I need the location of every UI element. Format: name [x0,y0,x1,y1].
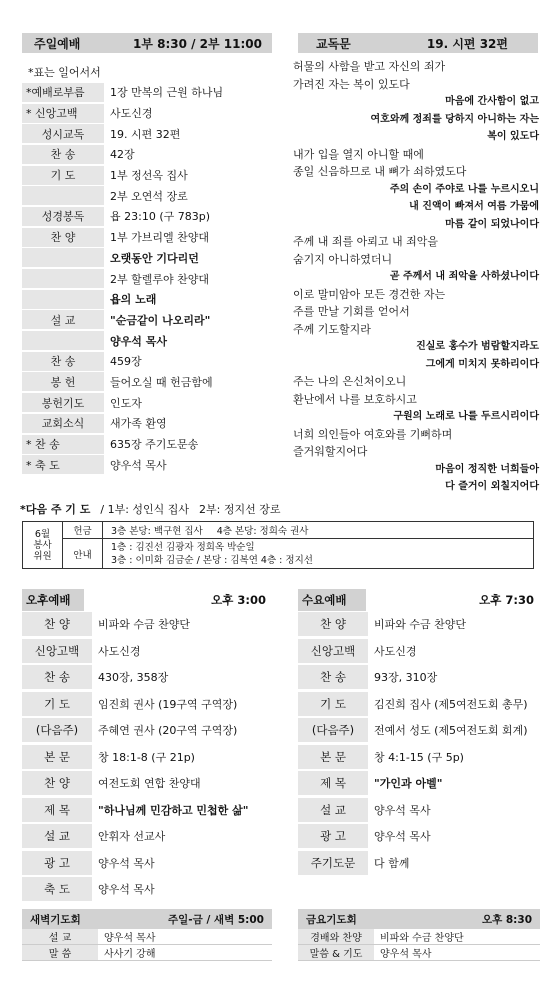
morning-row-value: 욥의 노래 [110,293,157,307]
wednesday-time: 오후 7:30 [479,593,534,607]
wednesday-row-value: 93장, 310장 [374,671,438,685]
morning-row-value: 459장 [110,355,142,369]
morning-row-label: 기 도 [22,166,104,185]
morning-rows [22,82,272,475]
dawn-row [22,929,272,945]
response-line: 다 즐거이 외칠지어다 [445,481,539,492]
morning-row-label: * 축 도 [22,455,104,474]
reading-header [298,33,538,53]
afternoon-row-label: 찬 양 [22,771,92,795]
friday-row-value: 비파와 수금 찬양단 [380,933,464,944]
morning-row-label [22,186,104,205]
response-line: 그에게 미치지 못하리이다 [425,358,539,370]
afternoon-row-label: 찬 송 [22,665,92,689]
dawn-row-label: 말 씀 [22,945,98,960]
morning-row-label: 찬 송 [22,145,104,164]
dawn-rows [22,929,272,961]
leader-line: 숨기지 아니하였더니 [293,252,393,266]
morning-row [22,413,272,434]
afternoon-row-value: 양우석 목사 [98,883,155,897]
afternoon-row-value: 비파와 수금 찬양단 [98,618,191,632]
wednesday-row-value: 김진희 집사 (제5여전도회 총무) [374,697,528,711]
guide-1: 1층 : 김진선 김광자 정희옥 박순일 [111,541,255,553]
afternoon-row [22,850,272,877]
morning-row-value: 인도자 [110,396,142,410]
afternoon-row-value: 창 18:1-8 (구 21p) [98,750,195,764]
morning-row-value: 욥 23:10 (구 783p) [110,210,211,224]
morning-row-label: 설 교 [22,310,104,329]
morning-row [22,351,272,372]
leader-line: 주는 나의 은신처이오니 [293,375,407,388]
offering-a: 3층 본당: 백구현 집사 [111,526,203,537]
afternoon-time: 오후 3:00 [211,593,266,607]
friday-row-value: 양우석 목사 [380,949,432,960]
leader-line: 이로 말미암아 모든 경건한 자는 [293,287,446,301]
leader-line: 가려진 자는 복이 있도다 [293,77,410,91]
afternoon-row-label: 축 도 [22,877,92,901]
afternoon-row-value: 여전도회 연합 찬양대 [98,777,201,791]
guide-cell [103,539,533,568]
morning-row [22,289,272,310]
afternoon-row-label: 기 도 [22,692,92,716]
morning-row [22,434,272,455]
friday-title: 금요기도회 [306,913,357,926]
morning-row [22,248,272,269]
afternoon-row [22,691,272,718]
friday-prayer [298,909,540,961]
wednesday-row-label: 주기도문 [298,851,368,875]
afternoon-row-label: 제 목 [22,798,92,822]
response-line: 마음에 간사함이 없고 [445,96,539,107]
wednesday-row-value: 전예서 성도 (제5여전도회 회계) [374,724,528,738]
morning-row [22,330,272,351]
response-line: 복이 있도다 [487,131,539,142]
next-week-prayer [20,501,281,517]
friday-row-label: 말씀 & 기도 [298,945,374,960]
wednesday-row-label: 기 도 [298,692,368,716]
morning-row-label: 봉 헌 [22,372,104,391]
morning-order [22,62,272,475]
wednesday-row-value: 창 4:1-15 (구 5p) [374,750,464,764]
morning-row [22,103,272,124]
leader-line: 즐거워할지어다 [293,445,368,458]
wednesday-row-label: 찬 양 [298,612,368,636]
next-prayer-first: / 1부: 성인식 집사 [100,503,190,516]
afternoon-row [22,770,272,797]
wednesday-row-label: 제 목 [298,771,368,795]
afternoon-row-value: "하나님께 민감하고 민첩한 삶" [98,803,249,817]
leader-line: 환난에서 나를 보호하시고 [293,392,417,406]
wednesday-service [298,589,540,876]
afternoon-row-value: 임진희 권사 (19구역 구역장) [98,697,238,711]
afternoon-row-value: 사도신경 [98,644,141,658]
wednesday-row [298,770,540,797]
wednesday-row [298,664,540,691]
morning-row-label [22,290,104,309]
response-line: 주의 손이 주야로 나를 누르시오니 [389,183,539,195]
dawn-row-value: 사사기 강해 [104,949,156,960]
friday-row [298,929,540,945]
morning-row-value: 2부 오연석 장로 [110,189,188,203]
dawn-row-value: 양우석 목사 [104,933,156,944]
afternoon-row-label: 설 교 [22,824,92,848]
afternoon-row-label: 광 고 [22,851,92,875]
reading-title: 교독문 [316,36,351,51]
morning-row-label [22,248,104,267]
leader-line: 주를 만날 기회를 얻어서 [293,305,410,318]
morning-row-value: 들어오실 때 헌금함에 [110,375,213,389]
duty-month-cell [23,522,63,568]
response-line: 곧 주께서 내 죄악을 사하셨나이다 [389,271,539,282]
response-line: 진실로 홍수가 범람할지라도 [416,341,539,352]
afternoon-row-value: 양우석 목사 [98,856,155,870]
morning-row-value: 양우석 목사 [110,334,167,348]
morning-row-label: * 찬 송 [22,435,104,454]
dawn-title: 새벽기도회 [30,913,81,926]
wednesday-row-label: 신앙고백 [298,639,368,663]
morning-row-label: 성경봉독 [22,207,104,226]
morning-row-label: 찬 양 [22,228,104,247]
dawn-time: 주일-금 / 새벽 5:00 [168,913,264,926]
response-line: 구원의 노래로 나를 두르시리이다 [393,411,539,422]
duty-role2: 위원 [33,550,52,562]
morning-row-value: 1부 정선옥 집사 [110,169,188,183]
afternoon-row [22,611,272,638]
psalm-reading [293,58,539,496]
wednesday-row [298,611,540,638]
friday-row [298,945,540,961]
leader-line: 주께 내 죄를 아뢰고 내 죄악을 [293,235,438,248]
morning-row [22,206,272,227]
wednesday-row-label: 찬 송 [298,665,368,689]
morning-row-label: 성시교독 [22,124,104,143]
guide-label: 안내 [63,539,103,568]
leader-line: 내가 입을 열지 아니할 때에 [293,147,424,161]
reading-ref: 19. 시편 32편 [426,36,508,51]
afternoon-row [22,876,272,903]
morning-row-label: *예배로부름 [22,83,104,102]
dawn-header [22,909,272,929]
morning-row [22,392,272,413]
friday-time: 오후 8:30 [481,913,532,926]
morning-row-label [22,331,104,350]
morning-row-value: 1장 만복의 근원 하나님 [110,86,224,100]
next-prayer-label: *다음 주 기 도 [20,503,91,516]
morning-row-label [22,269,104,288]
afternoon-row-value: 안휘자 선교사 [98,830,166,844]
wednesday-row-label: 본 문 [298,745,368,769]
wednesday-row-value: 양우석 목사 [374,830,431,844]
afternoon-row [22,664,272,691]
morning-row [22,185,272,206]
morning-row-value: 새가족 환영 [110,417,167,431]
response-line: 여호와께 정죄를 당하지 아니하는 자는 [370,113,539,125]
wednesday-row-value: 비파와 수금 찬양단 [374,618,467,632]
friday-row-label: 경배와 찬양 [298,929,374,944]
afternoon-row-label: (다음주) [22,718,92,742]
morning-row [22,82,272,103]
morning-row-value: "순금같이 나오리라" [110,313,211,327]
guide-2: 3층 : 이미화 김금순 / 본당 : 김복연 4층 : 정지선 [111,554,313,566]
dawn-row [22,945,272,961]
morning-row [22,454,272,475]
afternoon-row-value: 430장, 358장 [98,671,169,685]
next-prayer-second: 2부: 정지선 장로 [199,503,281,516]
morning-title: 주일예배 [34,36,81,51]
leader-line: 종일 신음하므로 내 뼈가 쇠하였도다 [293,165,467,178]
afternoon-title: 오후예배 [22,589,84,611]
friday-rows [298,929,540,961]
standing-note: *표는 일어서서 [28,66,101,79]
afternoon-row [22,823,272,850]
wednesday-row-value: 다 함께 [374,856,410,870]
afternoon-row [22,638,272,665]
wednesday-row [298,638,540,665]
morning-row [22,144,272,165]
morning-row [22,227,272,248]
wednesday-row-label: 설 교 [298,798,368,822]
wednesday-row [298,850,540,877]
morning-row-value: 2부 할렐루야 찬양대 [110,272,209,286]
afternoon-rows [22,611,272,903]
wednesday-row-value: "가인과 아벨" [374,777,443,791]
afternoon-row [22,717,272,744]
afternoon-header [22,589,272,611]
wednesday-row [298,797,540,824]
morning-row [22,123,272,144]
morning-row [22,165,272,186]
morning-row-label: 찬 송 [22,352,104,371]
afternoon-row-label: 신앙고백 [22,639,92,663]
morning-row-label: * 신앙고백 [22,104,104,123]
offering-cell [103,522,533,539]
leader-line: 너희 의인들아 여호와를 기뻐하며 [293,427,453,441]
afternoon-row-label: 찬 양 [22,612,92,636]
afternoon-row-label: 본 문 [22,745,92,769]
morning-row-value: 양우석 목사 [110,458,167,472]
morning-row [22,372,272,393]
offering-label: 헌금 [63,522,103,539]
dawn-row-label: 설 교 [22,929,98,944]
wednesday-title: 수요예배 [298,589,366,611]
morning-row-value: 오랫동안 기다리던 [110,251,199,265]
duty-table [22,521,534,569]
morning-header [22,33,272,53]
dawn-prayer [22,909,272,961]
afternoon-row-value: 주혜연 권사 (20구역 구역장) [98,724,238,738]
wednesday-row-label: (다음주) [298,718,368,742]
duty-role1: 봉사 [33,539,52,551]
afternoon-row [22,744,272,771]
morning-row-value: 1부 가브리엘 찬양대 [110,231,209,245]
morning-row [22,268,272,289]
morning-row-label: 봉헌기도 [22,393,104,412]
morning-row-label: 교회소식 [22,414,104,433]
wednesday-rows [298,611,540,876]
friday-header [298,909,540,929]
morning-row-value: 42장 [110,148,135,162]
leader-line: 주께 기도할지라 [293,322,371,336]
wednesday-row-value: 사도신경 [374,644,417,658]
wednesday-row-label: 광 고 [298,824,368,848]
offering-b: 4층 본당: 정희숙 권사 [216,526,309,537]
leader-line: 허물의 사함을 받고 자신의 죄가 [293,60,446,73]
morning-row-value: 19. 시편 32편 [110,127,181,141]
morning-row [22,310,272,331]
wednesday-row-value: 양우석 목사 [374,803,431,817]
morning-row-value: 사도신경 [110,107,153,121]
morning-time: 1부 8:30 / 2부 11:00 [132,36,262,51]
afternoon-row [22,797,272,824]
duty-month: 6월 [34,528,51,540]
morning-row-value: 635장 주기도문송 [110,438,199,452]
response-line: 마름 같이 되었나이다 [445,218,539,230]
response-line: 내 진액이 빠져서 여름 가뭄에 [409,201,539,212]
afternoon-service [22,589,272,903]
wednesday-row [298,691,540,718]
wednesday-row [298,717,540,744]
wednesday-row [298,744,540,771]
wednesday-header [298,589,540,611]
wednesday-row [298,823,540,850]
response-line: 마음이 정직한 너희들아 [435,463,539,475]
